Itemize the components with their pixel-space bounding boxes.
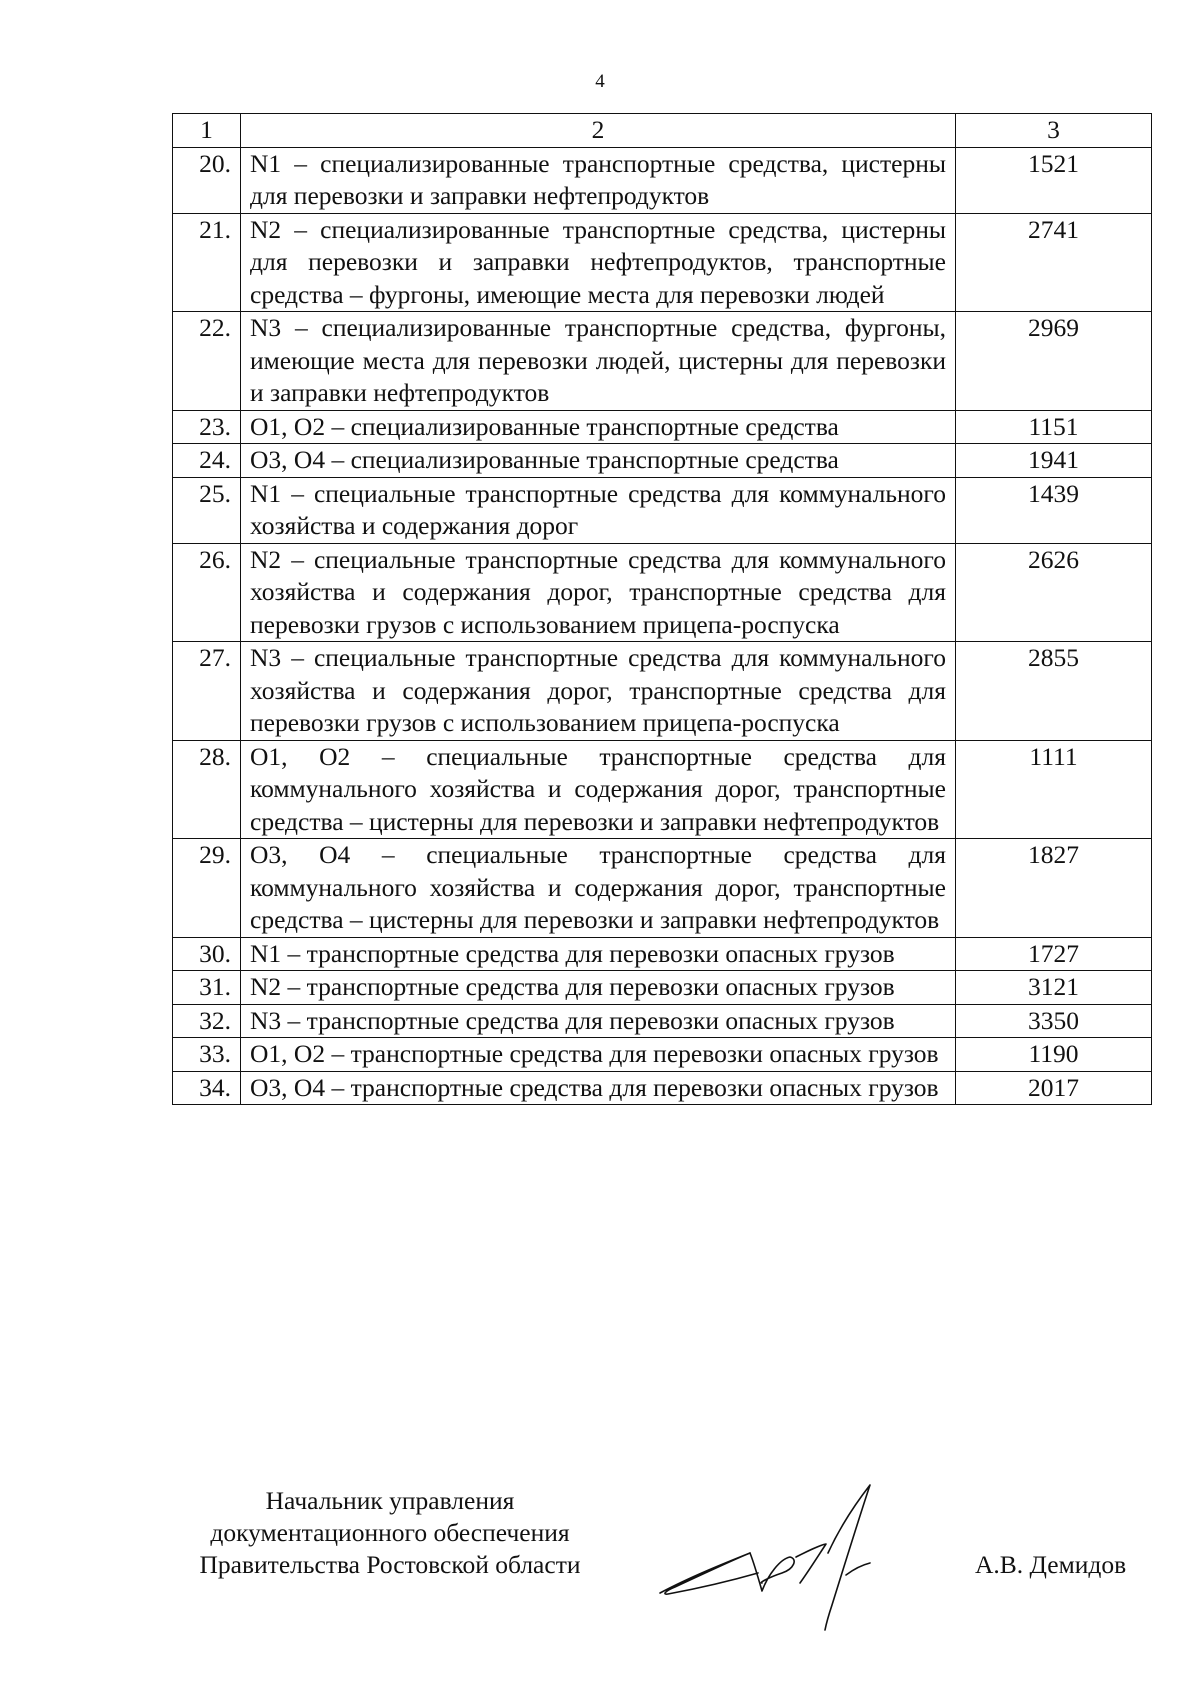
row-value-cell: 2741 (956, 213, 1152, 312)
row-value-cell: 3121 (956, 971, 1152, 1005)
signatory-position-line: Правительства Ростовской области (199, 1550, 581, 1579)
row-description-cell: N3 – специальные транспортные средства для коммунального хозяйства и содержания дорог, транспортные средства для перевозки грузов с использованием прицепа-роспуска (241, 642, 956, 741)
row-description-cell: N1 – специальные транспортные средства для коммунального хозяйства и содержания дорог (241, 477, 956, 543)
row-description-cell: O1, O2 – транспортные средства для перевозки опасных грузов (241, 1038, 956, 1072)
table-body (173, 114, 1152, 1105)
row-number-cell: 21. (173, 213, 241, 312)
header-cell-number: 1 (173, 114, 241, 148)
row-description-cell: O3, O4 – транспортные средства для перевозки опасных грузов (241, 1071, 956, 1105)
table-row (173, 971, 1152, 1005)
row-value-cell: 1727 (956, 937, 1152, 971)
row-value-cell: 1151 (956, 410, 1152, 444)
row-number-cell: 32. (173, 1004, 241, 1038)
row-value-cell: 1827 (956, 839, 1152, 938)
row-value-cell: 2855 (956, 642, 1152, 741)
row-value-cell: 2626 (956, 543, 1152, 642)
signatory-position (160, 1485, 620, 1581)
signatory-name: А.В. Демидов (975, 1550, 1127, 1579)
table-row (173, 444, 1152, 478)
table-header-row (173, 114, 1152, 148)
row-number-cell: 29. (173, 839, 241, 938)
header-cell-description: 2 (241, 114, 956, 148)
row-value-cell: 1521 (956, 147, 1152, 213)
table-row (173, 312, 1152, 411)
row-description-cell: O1, O2 – специализированные транспортные средства (241, 410, 956, 444)
row-description-cell: N2 – специализированные транспортные средства, цистерны для перевозки и заправки нефтепродуктов, транспортные средства – фургоны, имеющие места для перевозки людей (241, 213, 956, 312)
row-number-cell: 31. (173, 971, 241, 1005)
table-row (173, 740, 1152, 839)
row-number-cell: 23. (173, 410, 241, 444)
table-row (173, 147, 1152, 213)
table-row (173, 642, 1152, 741)
header-cell-value: 3 (956, 114, 1152, 148)
row-number-cell: 26. (173, 543, 241, 642)
table-row (173, 477, 1152, 543)
row-number-cell: 30. (173, 937, 241, 971)
table-row (173, 543, 1152, 642)
row-number-cell: 24. (173, 444, 241, 478)
row-value-cell: 1439 (956, 477, 1152, 543)
row-description-cell: O3, O4 – специализированные транспортные средства (241, 444, 956, 478)
table-row (173, 1038, 1152, 1072)
row-description-cell: N2 – специальные транспортные средства для коммунального хозяйства и содержания дорог, транспортные средства для перевозки грузов с использованием прицепа-роспуска (241, 543, 956, 642)
row-value-cell: 1941 (956, 444, 1152, 478)
signatory-position-line: Начальник управления (265, 1486, 515, 1515)
table-row (173, 839, 1152, 938)
row-description-cell: N1 – специализированные транспортные средства, цистерны для перевозки и заправки нефтепродуктов (241, 147, 956, 213)
row-number-cell: 33. (173, 1038, 241, 1072)
row-value-cell: 1190 (956, 1038, 1152, 1072)
table-row (173, 1004, 1152, 1038)
row-number-cell: 22. (173, 312, 241, 411)
row-number-cell: 25. (173, 477, 241, 543)
rates-table (172, 113, 1152, 1105)
row-value-cell: 2017 (956, 1071, 1152, 1105)
row-description-cell: N1 – транспортные средства для перевозки опасных грузов (241, 937, 956, 971)
row-number-cell: 34. (173, 1071, 241, 1105)
row-number-cell: 28. (173, 740, 241, 839)
page-number: 4 (595, 71, 605, 92)
row-description-cell: N3 – транспортные средства для перевозки опасных грузов (241, 1004, 956, 1038)
row-value-cell: 1111 (956, 740, 1152, 839)
table-row (173, 1071, 1152, 1105)
row-description-cell: N2 – транспортные средства для перевозки опасных грузов (241, 971, 956, 1005)
handwritten-signature (650, 1465, 930, 1645)
row-value-cell: 2969 (956, 312, 1152, 411)
table-row (173, 213, 1152, 312)
row-number-cell: 27. (173, 642, 241, 741)
row-value-cell: 3350 (956, 1004, 1152, 1038)
row-description-cell: N3 – специализированные транспортные средства, фургоны, имеющие места для перевозки людей, цистерны для перевозки и заправки нефтепродуктов (241, 312, 956, 411)
row-description-cell: O3, O4 – специальные транспортные средства для коммунального хозяйства и содержания дорог, транспортные средства – цистерны для перевозки и заправки нефтепродуктов (241, 839, 956, 938)
table-row (173, 937, 1152, 971)
row-number-cell: 20. (173, 147, 241, 213)
signatory-position-line: документационного обеспечения (210, 1518, 570, 1547)
row-description-cell: O1, O2 – специальные транспортные средства для коммунального хозяйства и содержания дорог, транспортные средства – цистерны для перевозки и заправки нефтепродуктов (241, 740, 956, 839)
table-row (173, 410, 1152, 444)
